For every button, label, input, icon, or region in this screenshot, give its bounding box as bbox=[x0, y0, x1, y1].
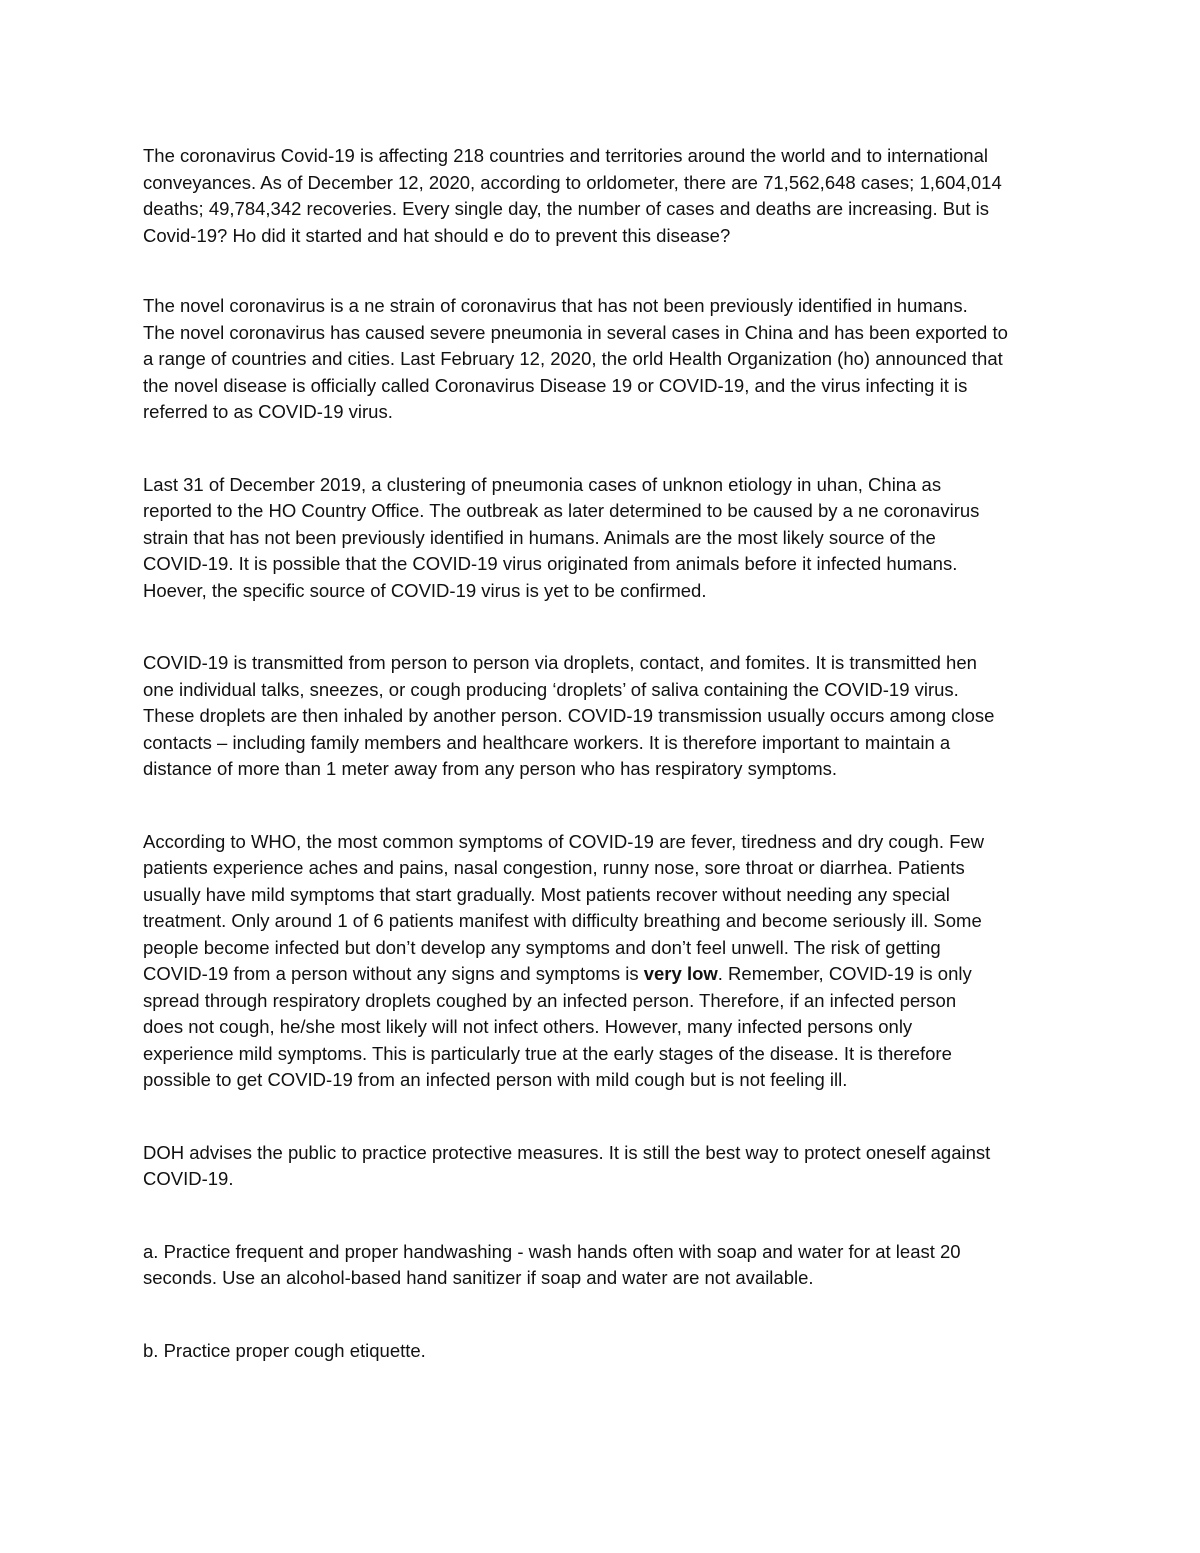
text-line: conveyances. As of December 12, 2020, according to orldometer, there are 71,562,648 cases; 1,604,014 bbox=[143, 171, 1002, 193]
paragraph-symptoms bbox=[143, 829, 1068, 1094]
text-line: deaths; 49,784,342 recoveries. Every single day, the number of cases and deaths are increasing. But is bbox=[143, 198, 990, 219]
paragraph-novel-coronavirus bbox=[143, 293, 1068, 426]
text-line: contacts – including family members and healthcare workers. It is therefore important to maintain a bbox=[143, 731, 951, 753]
list-item-cough-etiquette bbox=[143, 1338, 1068, 1365]
text-line: strain that has not been previously identified in humans. Animals are the most likely source of the bbox=[143, 526, 936, 548]
text-line: Covid-19? Ho did it started and hat should e do to prevent this disease? bbox=[143, 224, 731, 246]
text-line: a. Practice frequent and proper handwashing - wash hands often with soap and water for at least 20 bbox=[143, 1240, 961, 1262]
text-line: b. Practice proper cough etiquette. bbox=[143, 1339, 426, 1361]
text-line: Hoever, the specific source of COVID-19 virus is yet to be confirmed. bbox=[143, 579, 707, 601]
paragraph-transmission bbox=[143, 650, 1068, 783]
text-line: patients experience aches and pains, nasal congestion, runny nose, sore throat or diarrhea. Patients bbox=[143, 857, 965, 878]
text-line: people become infected but don’t develop any symptoms and don’t feel unwell. The risk of getting bbox=[143, 936, 941, 958]
text-line bbox=[143, 961, 1068, 988]
text-line: COVID-19. bbox=[143, 1168, 234, 1189]
text-line: The coronavirus Covid-19 is affecting 218 countries and territories around the world and to international bbox=[143, 145, 988, 166]
document-body bbox=[143, 143, 1068, 1364]
text-line: the novel disease is officially called Coronavirus Disease 19 or COVID-19, and the virus infecting it is bbox=[143, 374, 968, 396]
text-line: Last 31 of December 2019, a clustering of pneumonia cases of unknon etiology in uhan, China as bbox=[143, 473, 942, 495]
text-line: The novel coronavirus is a ne strain of coronavirus that has not been previously identified in humans. bbox=[143, 295, 968, 316]
list-item-handwashing bbox=[143, 1239, 1068, 1292]
text-line: spread through respiratory droplets coughed by an infected person. Therefore, if an infected person bbox=[143, 989, 957, 1011]
text-line: DOH advises the public to practice protective measures. It is still the best way to protect oneself against bbox=[143, 1141, 991, 1163]
text-segment: COVID-19 from a person without any signs and symptoms is bbox=[143, 963, 644, 984]
text-line: referred to as COVID-19 virus. bbox=[143, 401, 393, 422]
text-line: The novel coronavirus has caused severe pneumonia in several cases in China and has been exported to bbox=[143, 321, 1008, 343]
paragraph-origin bbox=[143, 472, 1068, 605]
paragraph-doh-advisory bbox=[143, 1140, 1068, 1193]
text-line: distance of more than 1 meter away from any person who has respiratory symptoms. bbox=[143, 758, 838, 779]
text-line: According to WHO, the most common symptoms of COVID-19 are fever, tiredness and dry cough. Few bbox=[143, 830, 985, 852]
text-segment: . Remember, COVID-19 is only bbox=[717, 963, 972, 984]
text-line: one individual talks, sneezes, or cough producing ‘droplets’ of saliva containing the COVID-19 virus. bbox=[143, 678, 959, 700]
text-line: a range of countries and cities. Last February 12, 2020, the orld Health Organization (ho) announced that bbox=[143, 348, 1003, 369]
text-line: usually have mild symptoms that start gradually. Most patients recover without needing any special bbox=[143, 883, 950, 905]
text-line: possible to get COVID-19 from an infected person with mild cough but is not feeling ill. bbox=[143, 1069, 848, 1090]
text-line: seconds. Use an alcohol-based hand sanitizer if soap and water are not available. bbox=[143, 1267, 814, 1288]
text-line: COVID-19 is transmitted from person to person via droplets, contact, and fomites. It is transmitted hen bbox=[143, 652, 977, 673]
text-line: does not cough, he/she most likely will not infect others. However, many infected persons only bbox=[143, 1016, 913, 1037]
text-line: reported to the HO Country Office. The outbreak as later determined to be caused by a ne coronavirus bbox=[143, 500, 980, 521]
text-line: COVID-19. It is possible that the COVID-19 virus originated from animals before it infected humans. bbox=[143, 553, 958, 574]
text-line: treatment. Only around 1 of 6 patients manifest with difficulty breathing and become seriously ill. Some bbox=[143, 910, 982, 931]
text-line: These droplets are then inhaled by another person. COVID-19 transmission usually occurs among close bbox=[143, 705, 995, 726]
paragraph-intro bbox=[143, 143, 1068, 249]
text-line: experience mild symptoms. This is particularly true at the early stages of the disease. It is therefore bbox=[143, 1042, 952, 1064]
bold-emphasis: very low bbox=[643, 963, 718, 984]
